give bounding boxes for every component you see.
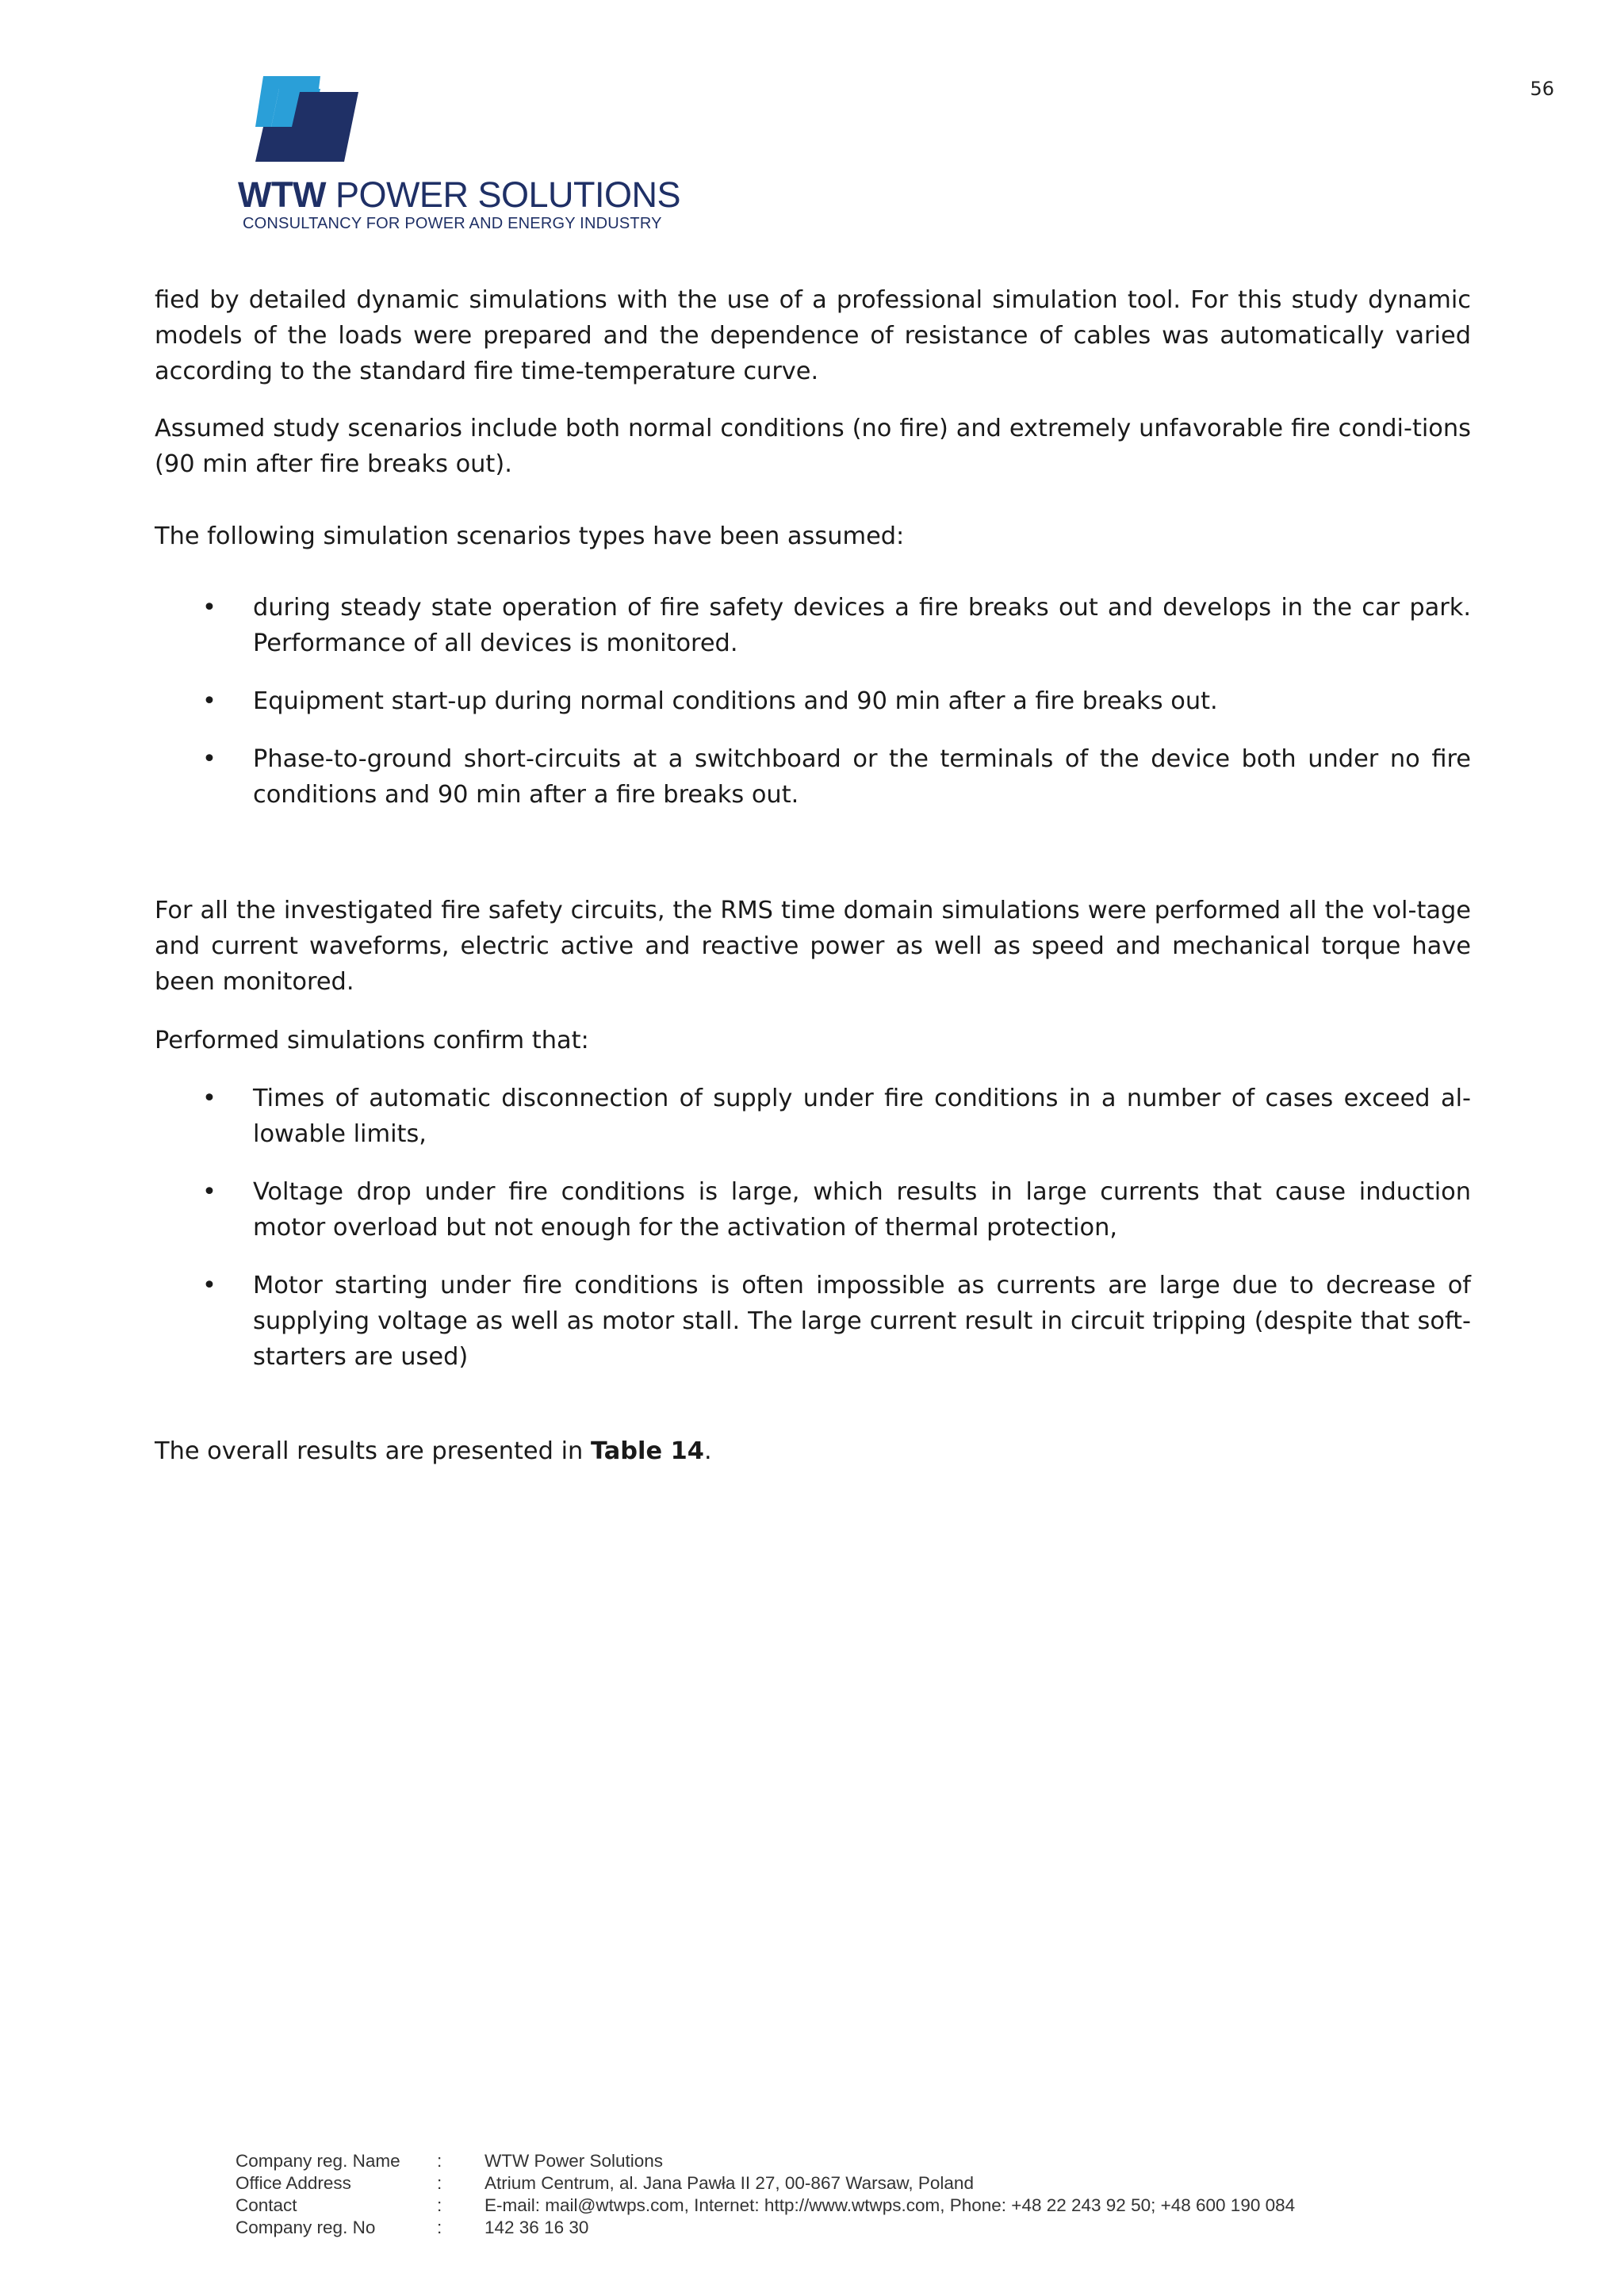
paragraph-dynamic-simulations: fied by detailed dynamic simulations with the use of a professional simulation tool. For this study dynamic models of the loads were prepared and the dependence of resistance of cables was automatically varied according to the standard fire time-temperature curve. xyxy=(155,286,1471,385)
logo-tagline: CONSULTANCY FOR POWER AND ENERGY INDUSTRY xyxy=(243,215,662,232)
bullet-icon: • xyxy=(202,1085,216,1112)
company-footer xyxy=(236,2150,1425,2239)
paragraph-rms-simulations: For all the investigated fire safety circuits, the RMS time domain simulations were performed all the vol-tage and current waveforms, electric active and reactive power as well as speed and mechanical torque have been monitored. xyxy=(155,897,1471,996)
paragraph-study-scenarios: Assumed study scenarios include both normal conditions (no fire) and extremely unfavorable fire condi-tions (90 min after fire breaks out). xyxy=(155,415,1471,478)
bullet-icon: • xyxy=(202,1272,216,1299)
logo-company-name: WTW POWER SOLUTIONS xyxy=(238,174,680,215)
footer-row-contact: Contact : E-mail: mail@wtwps.com, Internet: http://www.wtwps.com, Phone: +48 22 243 92 50; +48 600 190 084 xyxy=(236,2195,1296,2215)
footer-row-company-name: Company reg. Name : WTW Power Solutions xyxy=(236,2151,664,2171)
table-reference: Table 14 xyxy=(590,1437,704,1465)
company-logo xyxy=(238,76,682,235)
bullet-icon: • xyxy=(202,687,216,715)
bullet-icon: • xyxy=(202,594,216,622)
paragraph-confirm-intro: Performed simulations confirm that: xyxy=(155,1027,589,1054)
paragraph-overall-results: The overall results are presented in Table 14. xyxy=(155,1437,712,1465)
bullet-icon: • xyxy=(202,1178,216,1206)
paragraph-scenario-intro: The following simulation scenarios types have been assumed: xyxy=(155,522,905,550)
bullet-icon: • xyxy=(202,745,216,773)
page-number: 56 xyxy=(1530,78,1554,100)
document-page: 56 WTW POWER SOLUTIONS CONSULTANCY FOR POWER AND ENERGY INDUSTRY fied by detailed dynamic simulations with the use of a professional simulation tool. For this study dynamic models of the loads were prepared and the dependence of resistance of cables was automatically varied according to the standard fire time-temperature curve. Assumed study scenarios include both normal conditions (no fire) and extremely unfavorable fire condi-tions (90 min after fire breaks out). The following simulation scenarios types have been assumed: • during steady state operation of fire safety devices a fire breaks out and develops in the car park. Performance of all devices is monitored. • Equipment start-up during normal conditions and 90 min after a fire breaks out. • Phase-to-ground short-circuits at a switchboard or the terminals of the device both under no fire conditions and 90 min after a fire breaks out. For all the investigated fire safety circuits, the RMS time domain simulations were performed all the vol-tage and current waveforms, electric active and reactive power as well as speed and mechanical torque have been monitored. Performed simulations confirm that: • Times of automatic disconnection of supply under fire conditions in a number of cases exceed al-lowable limits, • Voltage drop under fire conditions is large, which results in large currents that cause induction motor overload but not enough for the activation of thermal protection, • Motor starting under fire conditions is often impossible as currents are large due to decrease of supplying voltage as well as motor stall. The large current result in circuit tripping (despite that soft-starters are used) The overall results are presented in Table 14. Company reg. Name : WTW Power Solutions Office Address : Atrium Centrum, al. Jana Pawła II 27, 00-867 Warsaw, Poland Contact : E-mail: mail@wtwps.com, Internet: http://www.wtwps.com, Phone: +48 22 243 92 50; +48 600 190 084 Company reg. No : 142 36 16 30 xyxy=(0,0,1624,2296)
logo-mark-icon xyxy=(255,76,366,165)
footer-row-office-address: Office Address : Atrium Centrum, al. Jana Pawła II 27, 00-867 Warsaw, Poland xyxy=(236,2173,974,2193)
footer-row-company-number: Company reg. No : 142 36 16 30 xyxy=(236,2218,589,2237)
